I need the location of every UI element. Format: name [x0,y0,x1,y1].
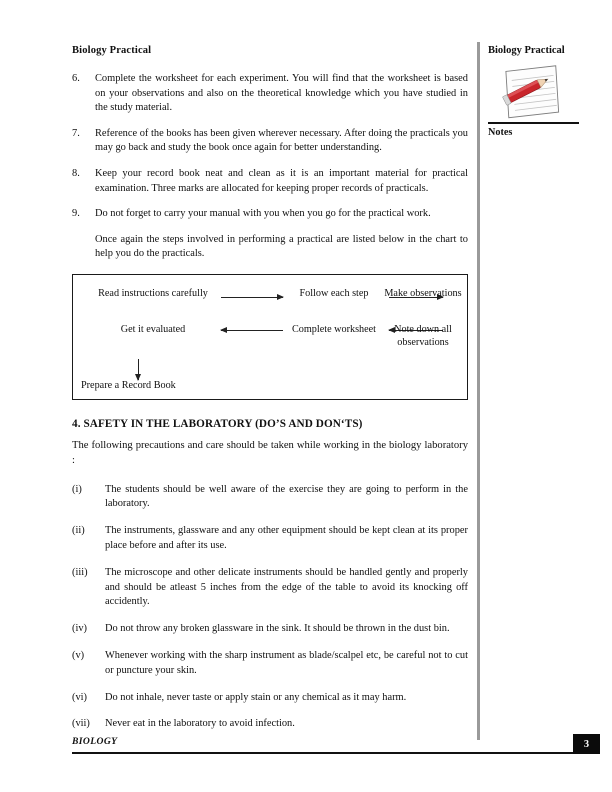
list-item [72,167,468,196]
flow-node-note-down-observations: Note down all observations [394,323,452,349]
list-item [72,72,468,116]
notes-sidebar [488,45,593,138]
list-item [72,717,468,732]
list-item-text: Do not throw any broken glassware in the sink. It should be thrown in the dust bin. [105,623,450,635]
list-item-text: The students should be well aware of the exercise they are going to perform in the laboratory. [105,483,468,510]
page-title: Biology Practical [72,45,152,56]
list-item [72,691,468,706]
list-item [72,524,468,554]
section-heading: 4. SAFETY IN THE LABORATORY (DO’S AND DON‘TS) [72,417,363,430]
chart-intro-paragraph: Once again the steps involved in performing a practical are listed below in the chart to help you do the practicals. [95,233,468,260]
list-item-text: Do not inhale, never taste or apply stain or any chemical as it may harm. [105,691,407,703]
flow-arrow-complete-to-evaluate [221,330,283,331]
list-item-marker: (ii) [72,525,85,537]
list-item-marker: 6. [72,73,80,84]
list-item-marker: 9. [72,208,80,220]
list-item-text: Complete the worksheet for each experiment. You will find that the worksheet is based on your observations and also on the theoretical knowledge which you have studied in the study material. [95,73,468,114]
notes-label: Notes [488,126,513,138]
safety-rules-list [72,483,468,733]
flow-node-make-observations: Make observations [384,287,462,299]
numbered-instruction-list [72,72,468,222]
list-item [72,127,468,156]
page-number-badge: 3 [573,734,600,754]
list-item [72,622,468,637]
list-item [72,207,468,222]
flow-node-complete-worksheet: Complete worksheet [291,323,377,335]
practical-steps-flowchart [72,274,468,400]
list-item [72,566,468,610]
list-item [72,483,468,513]
notepad-pencil-icon-svg [488,60,588,122]
list-item-marker: (i) [72,483,82,495]
notes-divider-rule [488,122,579,124]
page-footer [72,736,600,758]
list-item-text: The instruments, glassware and any other equipment should be kept clean at its proper place before and after its use. [105,525,468,551]
list-item-marker: (v) [72,649,85,661]
list-item-marker: (iv) [72,623,88,635]
flow-node-prepare-record-book: Prepare a Record Book [81,379,176,391]
list-item-marker: (vii) [72,718,90,730]
list-item-marker: (iii) [72,566,88,578]
list-item-marker: 8. [72,167,80,179]
sidebar-running-head: Biology Practical [488,45,565,56]
column-divider [477,42,480,740]
main-content-column [72,45,468,744]
footer-rule [72,752,600,754]
list-item-text: The microscope and other delicate instruments should be handled gently and properly and should be atleast 5 inches from the edge of the table to avoid its knocking off accidently. [105,566,468,608]
notepad-pencil-icon [488,60,588,122]
footer-subject-title: BIOLOGY [72,736,118,747]
list-item-text: Whenever working with the sharp instrument as blade/scalpel etc, be careful not to cut or puncture your skin. [105,649,468,676]
list-item-marker: 7. [72,127,80,139]
flow-node-follow-each-step: Follow each step [299,287,369,299]
list-item-text: Do not forget to carry your manual with you when you go for the practical work. [95,208,431,220]
flow-node-read-instructions: Read instructions carefully [98,287,208,299]
flow-arrow-read-to-follow [221,297,283,298]
list-item-text: Keep your record book neat and clean as it is an important material for practical examination. Three marks are allocated for keeping proper records of practicals. [95,167,468,194]
list-item [72,649,468,679]
list-item-text: Never eat in the laboratory to avoid infection. [105,718,295,730]
section-intro-paragraph: The following precautions and care should be taken while working in the biology laboratory : [72,439,468,466]
list-item-text: Reference of the books has been given wherever necessary. After doing the practicals you may go back and study the book once again for better understanding. [95,127,468,154]
flow-node-get-it-evaluated: Get it evaluated [120,323,186,335]
flow-arrow-evaluate-to-record [138,359,139,380]
list-item-marker: (vi) [72,691,88,703]
